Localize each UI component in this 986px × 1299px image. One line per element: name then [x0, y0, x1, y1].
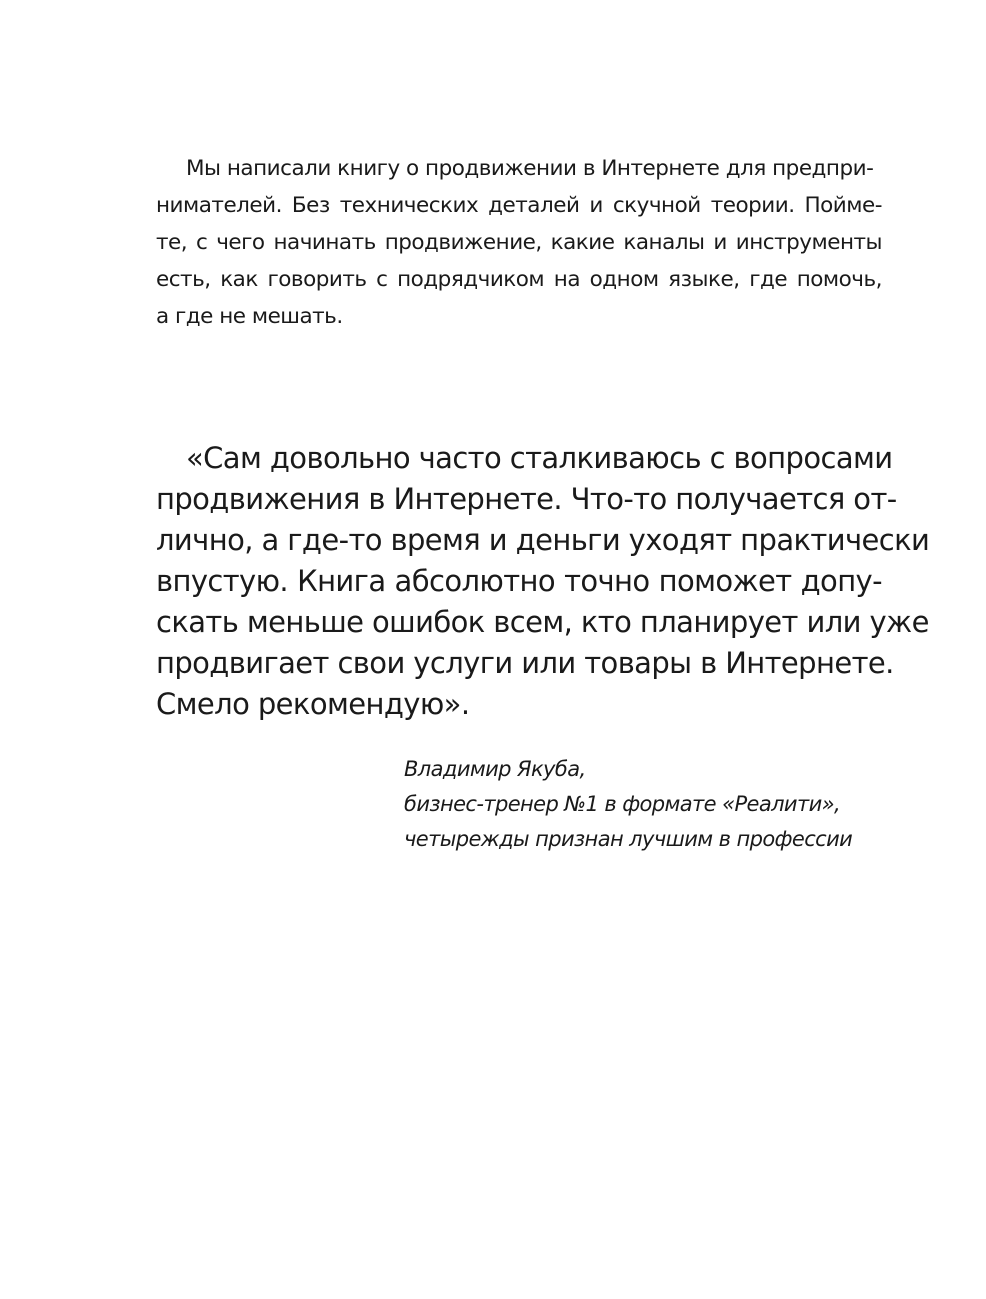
- intro-line-1: Мы написали книгу о продвижении в Интернете для предпри-: [186, 156, 874, 181]
- author-note: четырежды признан лучшим в профессии: [404, 827, 853, 851]
- quote-line-3: лично, а где-то время и деньги уходят практически: [156, 523, 930, 557]
- intro-paragraph: [156, 150, 882, 335]
- author-title: бизнес-тренер №1 в формате «Реалити»,: [404, 792, 841, 816]
- quote-line-5: скать меньше ошибок всем, кто планирует или уже: [156, 605, 929, 639]
- quote-line-7: Смело рекомендую».: [156, 687, 470, 721]
- intro-line-2: нимателей. Без технических деталей и скучной теории. Пойме-: [156, 193, 882, 218]
- intro-line-5: а где не мешать.: [156, 304, 343, 329]
- intro-line-4: есть, как говорить с подрядчиком на одном языке, где помочь,: [156, 267, 882, 292]
- intro-line-3: те, с чего начинать продвижение, какие каналы и инструменты: [156, 230, 882, 255]
- quote-line-4: впустую. Книга абсолютно точно поможет допу-: [156, 564, 882, 598]
- quote-line-1: «Сам довольно часто сталкиваюсь с вопросами: [186, 441, 893, 475]
- quote-line-6: продвигает свои услуги или товары в Интернете.: [156, 646, 894, 680]
- author-name: Владимир Якуба,: [404, 757, 586, 781]
- testimonial-quote: [156, 438, 930, 725]
- quote-line-2: продвижения в Интернете. Что-то получается от-: [156, 482, 897, 516]
- quote-attribution: [404, 752, 904, 857]
